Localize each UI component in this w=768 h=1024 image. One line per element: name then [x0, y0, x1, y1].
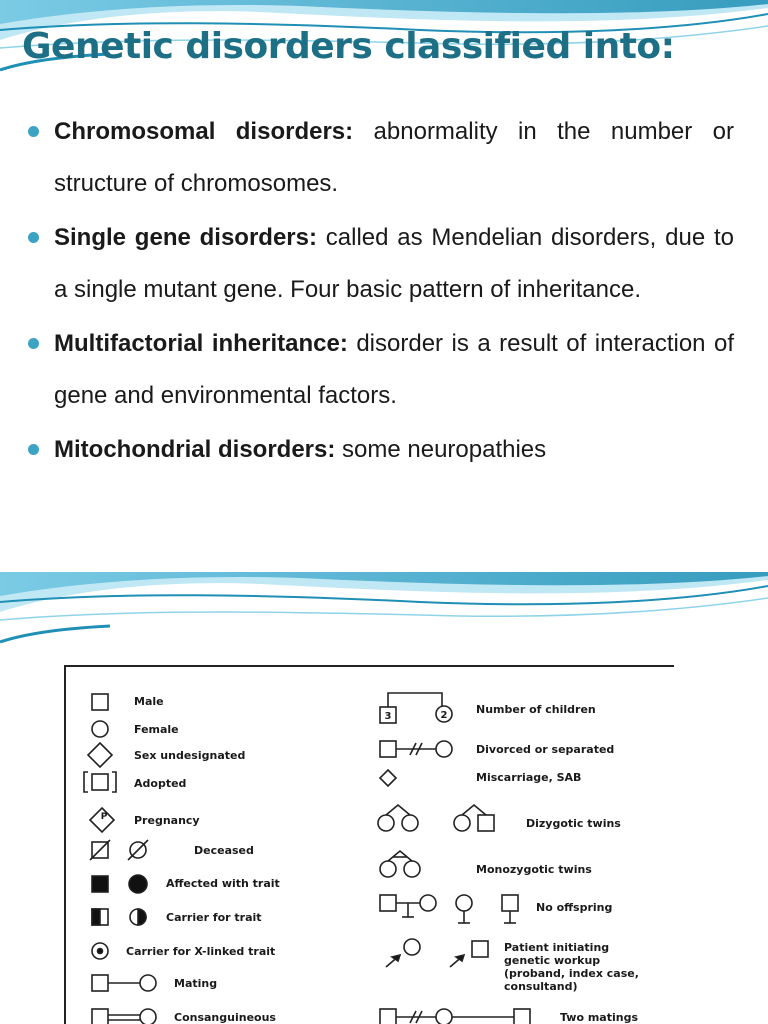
dizygotic-twins-line-icon [462, 805, 486, 815]
bullet-item [24, 212, 734, 316]
bullet-item [24, 106, 734, 210]
mating-male-icon [92, 975, 108, 991]
monozygotic-twins-line-icon [388, 851, 412, 861]
legend-label: Adopted [134, 777, 187, 790]
two-matings-male-icon [514, 1009, 530, 1024]
two-matings-male-icon [380, 1009, 396, 1024]
legend-label: Dizygotic twins [526, 817, 621, 830]
legend-label: Divorced or separated [476, 743, 615, 756]
bullet-dot-icon [28, 338, 39, 349]
no-offspring-male-icon [502, 895, 518, 911]
legend-label: Affected with trait [166, 877, 280, 890]
header-wave [0, 572, 768, 662]
bullet-list [24, 106, 734, 476]
bullet-text: disorder is a result of interaction of gene and environmental factors. [54, 330, 735, 409]
legend-label: Carrier for trait [166, 911, 262, 924]
legend-label: Number of children [476, 703, 596, 716]
proband-female-icon [404, 939, 420, 955]
adopted-bracket-icon [84, 772, 116, 792]
legend-label: Deceased [194, 844, 254, 857]
two-matings-female-icon [436, 1009, 452, 1024]
bullet-text: called as Mendelian disorders, due to a single mutant gene. Four basic pattern of inheritance. [54, 224, 734, 303]
female-icon [92, 721, 108, 737]
legend-label: genetic workup [504, 954, 601, 967]
sex-undesignated-icon [88, 743, 112, 767]
bullet-dot-icon [28, 444, 39, 455]
children-count-b: 2 [440, 710, 448, 721]
slide-2 [0, 572, 768, 1024]
bullet-term: Single gene disorders: [54, 224, 317, 251]
divorced-female-icon [436, 741, 452, 757]
children-sibship-icon [388, 693, 442, 707]
pregnancy-letter: P [100, 812, 108, 822]
legend-label: Mating [174, 977, 218, 990]
proband-male-icon [472, 941, 488, 957]
monozygotic-twin-icon [404, 861, 420, 877]
legend-label: Male [134, 695, 164, 708]
male-icon [92, 694, 108, 710]
legend-label: Female [134, 723, 179, 736]
x-linked-dot-icon [98, 949, 103, 954]
legend-label: No offspring [536, 901, 613, 914]
pedigree-symbols [66, 667, 674, 1024]
mating-female-icon [140, 975, 156, 991]
legend-label: Pregnancy [134, 814, 200, 827]
miscarriage-icon [380, 770, 396, 786]
dizygotic-twins-line-icon [386, 805, 410, 815]
dizygotic-twin-icon [378, 815, 394, 831]
monozygotic-twin-icon [380, 861, 396, 877]
no-offspring-female-icon [456, 895, 472, 911]
legend-label: Two matings [560, 1011, 639, 1024]
affected-female-icon [129, 875, 147, 893]
children-count-a: 3 [384, 711, 392, 722]
carrier-half-icon [92, 909, 100, 925]
dizygotic-twin-icon [454, 815, 470, 831]
bullet-term: Mitochondrial disorders: [54, 436, 336, 463]
legend-label: (proband, index case, [504, 967, 639, 980]
slide-title: Genetic disorders classified into: [22, 26, 675, 67]
no-offspring-female-icon [420, 895, 436, 911]
legend-label: Consanguineous [174, 1011, 276, 1024]
no-offspring-male-icon [380, 895, 396, 911]
deceased-strike-icon [90, 840, 110, 860]
bullet-text: some neuropathies [335, 436, 547, 463]
legend-label: Patient initiating [504, 941, 610, 954]
legend-label: Carrier for X-linked trait [126, 945, 276, 958]
bullet-term: Chromosomal disorders: [54, 118, 354, 145]
bullet-term: Multifactorial inheritance: [54, 330, 348, 357]
bullet-text: abnormality in the number or structure of chromosomes. [54, 118, 735, 197]
bullet-item [24, 318, 734, 422]
consanguineous-male-icon [92, 1009, 108, 1024]
bullet-dot-icon [28, 232, 39, 243]
legend-label: consultand) [504, 980, 578, 993]
adopted-icon [92, 774, 108, 790]
deceased-strike-icon [128, 840, 148, 860]
divorced-male-icon [380, 741, 396, 757]
legend-label: Monozygotic twins [476, 863, 592, 876]
legend-label: Miscarriage, SAB [476, 771, 582, 784]
pedigree-legend [64, 665, 674, 1024]
affected-male-icon [92, 876, 108, 892]
legend-label: Sex undesignated [134, 749, 246, 762]
dizygotic-twin-icon [478, 815, 494, 831]
consanguineous-female-icon [140, 1009, 156, 1024]
dizygotic-twin-icon [402, 815, 418, 831]
bullet-item [24, 424, 734, 476]
bullet-dot-icon [28, 126, 39, 137]
carrier-half-icon [138, 909, 146, 925]
